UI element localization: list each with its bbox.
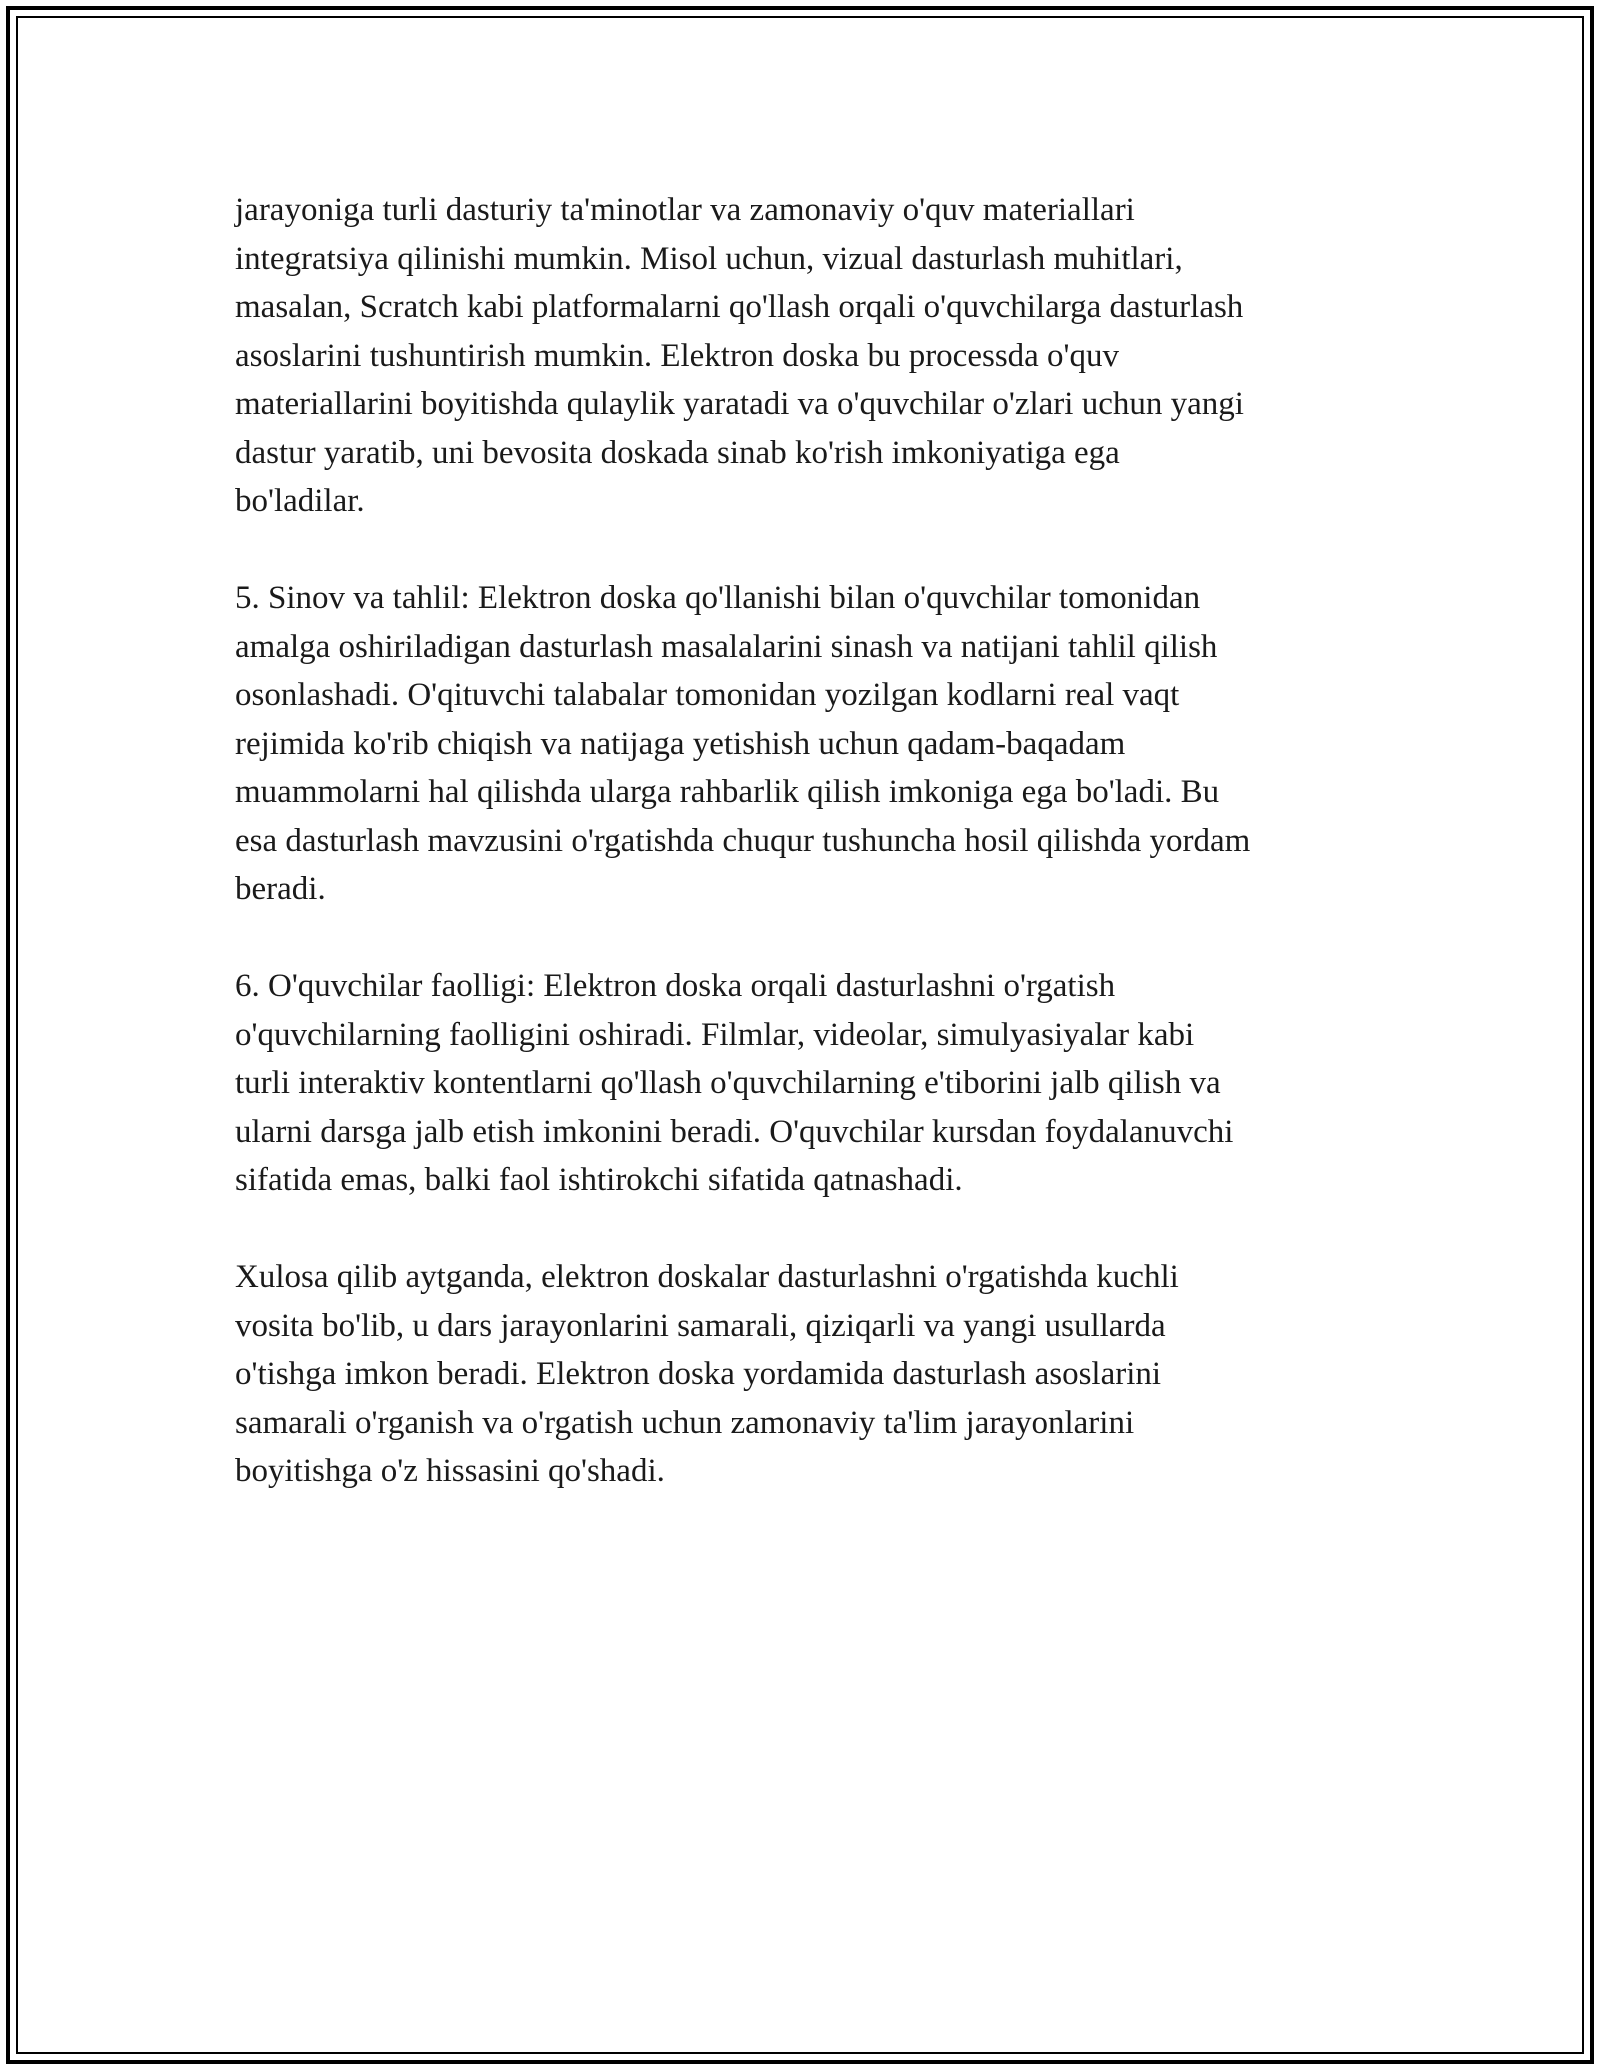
text-line: beradi. bbox=[235, 871, 326, 907]
text-line: esa dasturlash mavzusini o'rgatishda chuqur tushuncha hosil qilishda yordam bbox=[235, 822, 1251, 859]
text-line: vosita bo'lib, u dars jarayonlarini samarali, qiziqarli va yangi usullarda bbox=[235, 1307, 1166, 1344]
text-line: 5. Sinov va tahlil: Elektron doska qo'llanishi bilan o'quvchilar tomonidan bbox=[235, 580, 1201, 616]
text-line: Xulosa qilib aytganda, elektron doskalar dasturlashni o'rgatishda kuchli bbox=[235, 1259, 1179, 1295]
text-line: o'tishga imkon beradi. Elektron doska yordamida dasturlash asoslarini bbox=[235, 1356, 1162, 1392]
paragraph-intro-continuation bbox=[235, 186, 1375, 526]
text-line: dastur yaratib, uni bevosita doskada sinab ko'rish imkoniyatiga ega bbox=[235, 434, 1120, 471]
text-line: materiallarini boyitishda qulaylik yaratadi va o'quvchilar o'zlari uchun yangi bbox=[235, 386, 1244, 422]
text-line: osonlashadi. O'qituvchi talabalar tomonidan yozilgan kodlarni real vaqt bbox=[235, 677, 1180, 713]
text-line: rejimida ko'rib chiqish va natijaga yetishish uchun qadam-baqadam bbox=[235, 725, 1126, 762]
text-line: turli interaktiv kontentlarni qo'llash o'quvchilarning e'tiborini jalb qilish va bbox=[235, 1065, 1221, 1101]
text-line: sifatida emas, balki faol ishtirokchi sifatida qatnashadi. bbox=[235, 1162, 963, 1198]
text-line: samarali o'rganish va o'rgatish uchun zamonaviy ta'lim jarayonlarini bbox=[235, 1404, 1135, 1441]
text-line: integratsiya qilinishi mumkin. Misol uchun, vizual dasturlash muhitlari, bbox=[235, 240, 1183, 277]
text-line: 6. O'quvchilar faolligi: Elektron doska orqali dasturlashni o'rgatish bbox=[235, 968, 1116, 1004]
text-line: muammolarni hal qilishda ularga rahbarlik qilish imkoniga ega bo'ladi. Bu bbox=[235, 774, 1220, 810]
text-line: o'quvchilarning faolligini oshiradi. Filmlar, videolar, simulyasiyalar kabi bbox=[235, 1016, 1195, 1053]
paragraph-oquvchilar-faolligi bbox=[235, 962, 1375, 1205]
text-line: ularni darsga jalb etish imkonini beradi. O'quvchilar kursdan foydalanuvchi bbox=[235, 1113, 1234, 1150]
text-line: asoslarini tushuntirish mumkin. Elektron doska bu processda o'quv bbox=[235, 337, 1120, 374]
text-line: amalga oshiriladigan dasturlash masalalarini sinash va natijani tahlil qilish bbox=[235, 628, 1218, 665]
paragraph-sinov-va-tahlil bbox=[235, 574, 1375, 914]
text-line: bo'ladilar. bbox=[235, 483, 365, 519]
document-body bbox=[235, 186, 1375, 1544]
paragraph-xulosa bbox=[235, 1253, 1375, 1496]
text-line: boyitishga o'z hissasini qo'shadi. bbox=[235, 1453, 665, 1489]
text-line: masalan, Scratch kabi platformalarni qo'llash orqali o'quvchilarga dasturlash bbox=[235, 289, 1244, 325]
text-line: jarayoniga turli dasturiy ta'minotlar va zamonaviy o'quv materiallari bbox=[235, 192, 1135, 228]
